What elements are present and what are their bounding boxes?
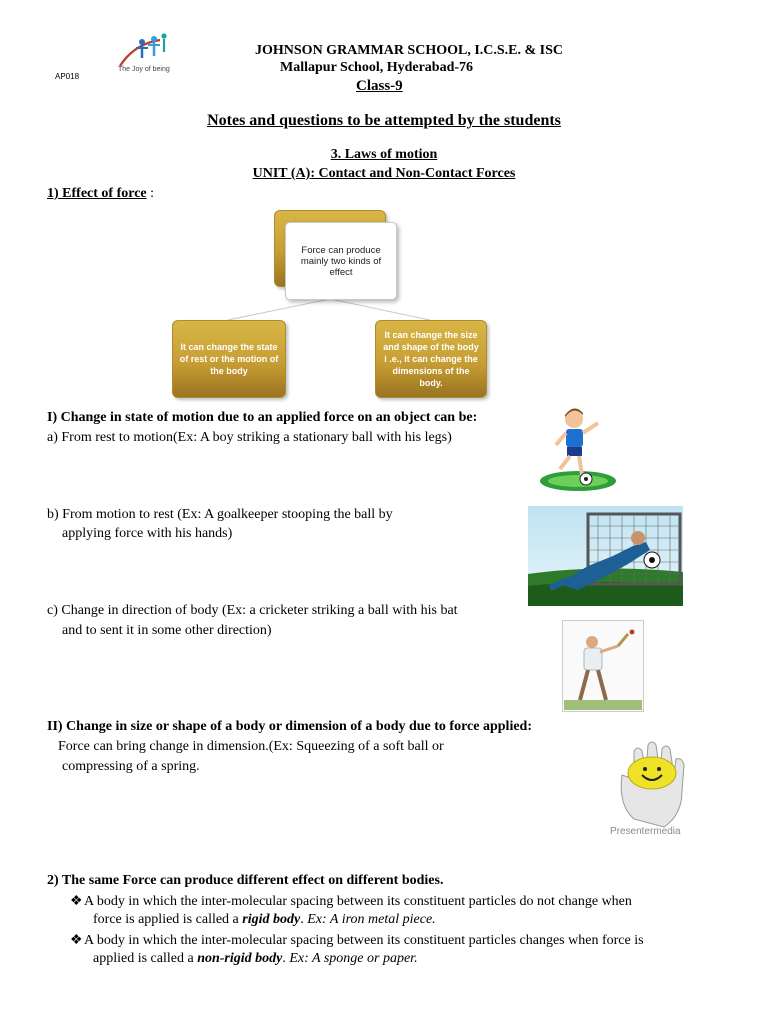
school-name: JOHNSON GRAMMAR SCHOOL, I.C.S.E. & ISC: [255, 43, 564, 58]
squeezed-ball-image: [612, 735, 694, 835]
boy-kicking-ball-image: [536, 405, 616, 495]
part1-b-line1: b) From motion to rest (Ex: A goalkeeper stooping the ball by: [47, 507, 393, 522]
cricketer-image: [562, 620, 644, 712]
part2-line1: Force can bring change in dimension.(Ex: Squeezing of a soft ball or: [58, 739, 444, 754]
logo-tagline: The Joy of being: [118, 66, 170, 73]
bullet-non-rigid-body-line2: applied is called a non-rigid body. Ex: A sponge or paper.: [93, 951, 418, 966]
diamond-bullet-icon: ❖: [70, 933, 83, 948]
presentermedia-watermark: Presentermedia: [610, 826, 681, 837]
part2-line2: compressing of a spring.: [62, 759, 200, 774]
right-box: It can change the size and shape of the body i .e., it can change the dimensions of the body.: [375, 320, 487, 398]
part1-c-line2: and to sent it in some other direction): [62, 623, 272, 638]
bullet-non-rigid-body: ❖A body in which the inter-molecular spacing between its constituent particles changes when force is: [70, 933, 644, 948]
part1-a: a) From rest to motion(Ex: A boy striking a stationary ball with his legs): [47, 430, 452, 445]
top-box: Force can produce mainly two kinds of effect: [285, 222, 397, 300]
left-box: It can change the state of rest or the motion of the body: [172, 320, 286, 398]
class-label: Class-9: [356, 78, 403, 94]
document-code: AP018: [55, 72, 80, 81]
bullet-rigid-body-line2: force is applied is called a rigid body. Ex: A iron metal piece.: [93, 912, 436, 927]
part1-c-line1: c) Change in direction of body (Ex: a cricketer striking a ball with his bat: [47, 603, 458, 618]
school-address: Mallapur School, Hyderabad-76: [280, 60, 474, 75]
goalkeeper-image: [528, 506, 683, 606]
effect-of-force-heading: 1) Effect of force :: [47, 186, 155, 201]
chapter-title: 3. Laws of motion: [330, 147, 438, 162]
unit-title: UNIT (A): Contact and Non-Contact Forces: [252, 166, 516, 181]
diamond-bullet-icon: ❖: [70, 894, 83, 909]
part1-heading: I) Change in state of motion due to an applied force on an object can be:: [47, 410, 478, 425]
notes-title: Notes and questions to be attempted by the students: [207, 112, 561, 129]
bullet-rigid-body: ❖A body in which the inter-molecular spacing between its constituent particles do not change when: [70, 894, 632, 909]
section2-heading: 2) The same Force can produce different effect on different bodies.: [47, 873, 444, 888]
part1-b-line2: applying force with his hands): [62, 526, 233, 541]
part2-heading: II) Change in size or shape of a body or dimension of a body due to force applied:: [47, 719, 532, 734]
